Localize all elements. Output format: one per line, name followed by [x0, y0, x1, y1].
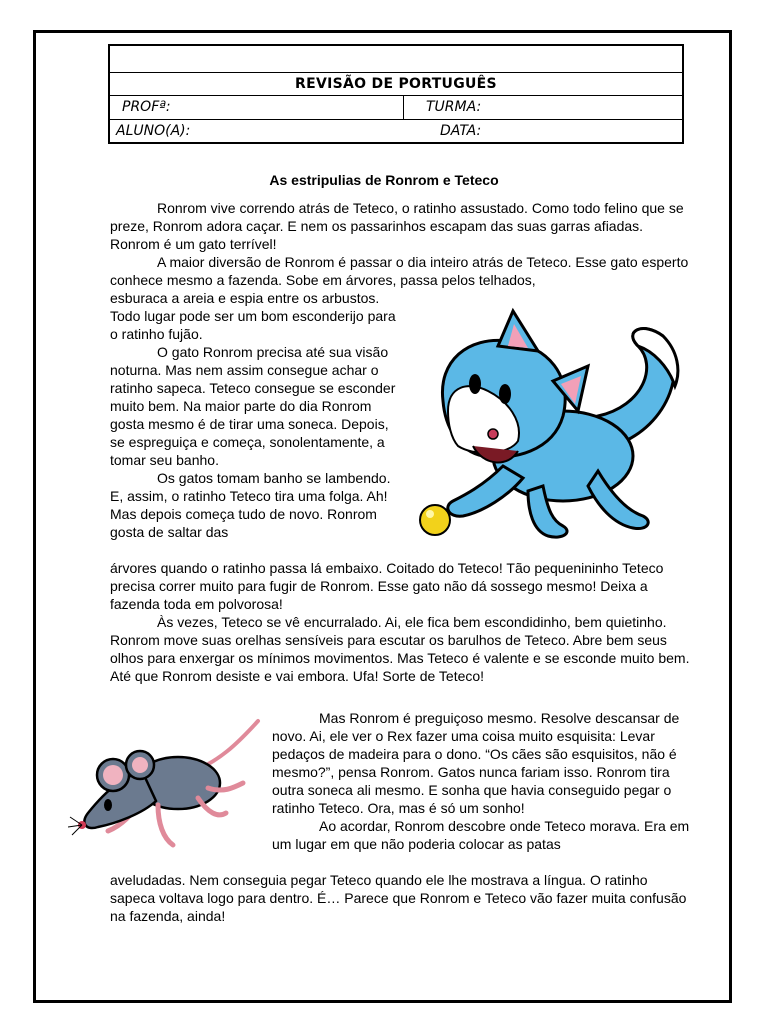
header-divider: [403, 96, 404, 120]
mouse-illustration: [68, 713, 264, 861]
worksheet-header: [108, 44, 684, 144]
paragraph-3: O gato Ronrom precisa até sua visão noturna. Mas nem assim consegue achar o ratinho sapeca. Teteco consegue se esconder muito bem. Na maior parte do dia Ronrom gosta mesmo é de tirar uma soneca. Depois, se espreguiça e começa, sonolentamente, a tomar seu banho.: [110, 344, 396, 468]
story-block-bottom: [110, 871, 695, 925]
data-label: DATA:: [440, 123, 482, 139]
story-block-top: [110, 199, 695, 289]
header-row-aluno: [110, 119, 682, 143]
paragraph-7b: aveludadas. Nem conseguia pegar Teteco quando ele lhe mostrava a língua. O ratinho sapeca voltava logo para dentro. É… Parece que Ronrom e Teteco vão fazer muita confusão na fazenda, ainda!: [110, 872, 687, 924]
aluno-label: ALUNO(A):: [116, 123, 191, 139]
story-title: As estripulias de Ronrom e Teteco: [269, 172, 499, 188]
header-title: REVISÃO DE PORTUGUÊS: [110, 72, 682, 95]
paragraph-4b: árvores quando o ratinho passa lá embaixo. Coitado do Teteco! Tão pequenininho Teteco precisa correr muito para fugir de Ronrom. Esse gato não dá sossego mesmo! Deixa a fazenda toda em polvorosa!: [110, 560, 664, 612]
paragraph-7a: Ao acordar, Ronrom descobre onde Teteco morava. Era em um lugar em que não poderia colocar as patas: [272, 818, 690, 852]
paragraph-2a: A maior diversão de Ronrom é passar o dia inteiro atrás de Teteco. Esse gato esperto conhece mesmo a fazenda. Sobe em árvores, passa pelos telhados,: [110, 254, 689, 288]
paragraph-4a: Os gatos tomam banho se lambendo. E, assim, o ratinho Teteco tira uma folga. Ah! Mas depois começa tudo de novo. Ronrom gosta de saltar das: [110, 470, 391, 540]
paragraph-5: Às vezes, Teteco se vê encurralado. Ai, ele fica bem escondidinho, bem quietinho. Ronrom move suas orelhas sensíveis para escutar os barulhos de Teteco. Abre bem seus olhos para enxergar os mínimos movimentos. Mas Teteco é valente e se esconde muito bem. Até que Ronrom desiste e vai embora. Ufa! Sorte de Teteco!: [110, 614, 690, 684]
story-block-right: [272, 709, 695, 853]
prof-label: PROFª:: [122, 99, 171, 115]
paragraph-1: Ronrom vive correndo atrás de Teteco, o ratinho assustado. Como todo felino que se preze, Ronrom adora caçar. E nem os passarinhos escapam das suas garras afiadas. Ronrom é um gato terrível!: [110, 200, 684, 252]
paragraph-6: Mas Ronrom é preguiçoso mesmo. Resolve descansar de novo. Ai, ele ver o Rex fazer uma coisa muito esquisita: Levar pedaços de madeira para o dono. “Os cães são esquisitos, não é mesmo?”, pensa Ronrom. Gatos nunca fariam isso. Ronrom tira outra soneca ali mesmo. E sonha que havia conseguido pegar o ratinho Teteco. Ora, mas é só um sonho!: [272, 710, 680, 816]
cat-illustration: [413, 306, 689, 550]
paragraph-2b: esburaca a areia e espia entre os arbustos. Todo lugar pode ser um bom esconderijo para o ratinho fujão.: [110, 290, 396, 342]
turma-label: TURMA:: [426, 99, 482, 115]
header-row-prof: [110, 95, 682, 120]
story-block-left: [110, 289, 400, 541]
story-block-middle: [110, 559, 695, 685]
